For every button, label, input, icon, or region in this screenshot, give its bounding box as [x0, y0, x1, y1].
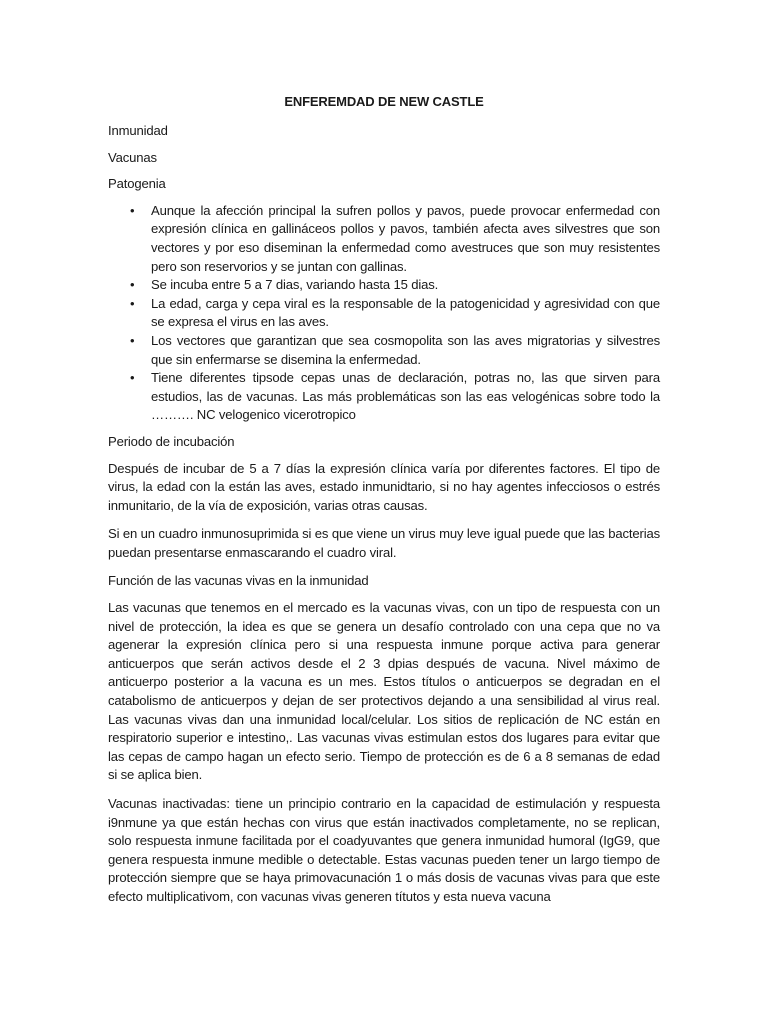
list-item [108, 202, 660, 276]
bullet-text: La edad, carga y cepa viral es la responsable de la patogenicidad y agresividad con que se expresa el virus en las aves. [151, 295, 660, 330]
paragraph-vacunas-inactivadas: Vacunas inactivadas: tiene un principio contrario en la capacidad de estimulación y respuesta i9nmune ya que están hechas con virus que están inactivados completamente, no se replican, solo respuesta inmune facilitada por el coadyuvantes que genera inmunidad humoral (IgG9, que genera respuesta inmune medible o detectable. Estas vacunas pueden tener un largo tiempo de protección siempre que se haya primovacunación 1 o más dosis de vacunas vivas para que este efecto multiplicativom, con vacunas vivas generen títutos y esta nueva vacuna [108, 796, 660, 904]
bullet-icon: • [130, 202, 135, 218]
paragraph-incubacion-2: Si en un cuadro inmunosuprimida si es que viene un virus muy leve igual puede que las bacterias puedan presentarse enmascarando el cuadro viral. [108, 526, 660, 560]
heading-patogenia: Patogenia [108, 176, 166, 192]
bullet-icon: • [130, 332, 135, 348]
paragraph-incubacion-1: Después de incubar de 5 a 7 días la expresión clínica varía por diferentes factores. El tipo de virus, la edad con la están las aves, estado inmunidtario, si no hay agentes infecciosos o estrés inmunitario, de la vía de exposición, varias otras causas. [108, 460, 660, 513]
paragraph-vacunas-vivas: Las vacunas que tenemos en el mercado es la vacunas vivas, con un tipo de respuesta con un nivel de protección, la idea es que se genera un desafío controlado con una cepa que no va agenerar la expresión clínica pero si una respuesta inmune porque activa para generar anticuerpos que serán activos desde el 2 3 dpias después de vacuna. Nivel máximo de anticuerpo posterior a la vacuna es un mes. Estos títulos o anticuerpos se degradan en el catabolismo de anticuerpos y dejan de ser protectivos dejando a una sensibilidad al virus real. Las vacunas vivas dan una inmunidad local/celular. Los sitios de replicación de NC están en respiratorio superior e intestino,. Las vacunas vivas estimulan estos dos lugares para evitar que las cepas de campo hagan un efecto serio. Tiempo de protección es de 6 a 8 semanas de edad si se aplica bien. [108, 600, 660, 783]
heading-funcion-vacunas: Función de las vacunas vivas en la inmunidad [108, 573, 369, 589]
bullet-text: Los vectores que garantizan que sea cosmopolita son las aves migratorias y silvestres que sin enfermarse se disemina la enfermedad. [151, 332, 660, 367]
bullet-text: Se incuba entre 5 a 7 dias, variando hasta 15 dias. [151, 277, 439, 293]
list-item [108, 276, 660, 295]
heading-periodo-incubacion: Periodo de incubación [108, 433, 235, 449]
bullet-icon: • [130, 370, 135, 386]
bullet-icon: • [130, 295, 135, 311]
list-item [108, 332, 660, 369]
heading-vacunas: Vacunas [108, 149, 157, 165]
bullet-text: Aunque la afección principal la sufren pollos y pavos, puede provocar enfermedad con expresión clínica en gallináceos pollos y pavos, también afecta aves silvestres que son vectores y por eso diseminan la enfermedad como avestruces que son muy resistentes pero son reservorios y se juntan con gallinas. [151, 202, 660, 274]
bullet-icon: • [130, 277, 135, 293]
patogenia-bullet-list [108, 202, 660, 425]
list-item [108, 369, 660, 425]
document-title: ENFEREMDAD DE NEW CASTLE [284, 94, 484, 109]
bullet-text: Tiene diferentes tipsode cepas unas de declaración, potras no, las que sirven para estudios, las de vacunas. Las más problemáticas son las eas velogénicas sobre todo la ………. NC velogenico vicerotropico [151, 370, 660, 423]
heading-inmunidad: Inmunidad [108, 123, 168, 138]
document-content [108, 93, 660, 917]
list-item [108, 295, 660, 332]
